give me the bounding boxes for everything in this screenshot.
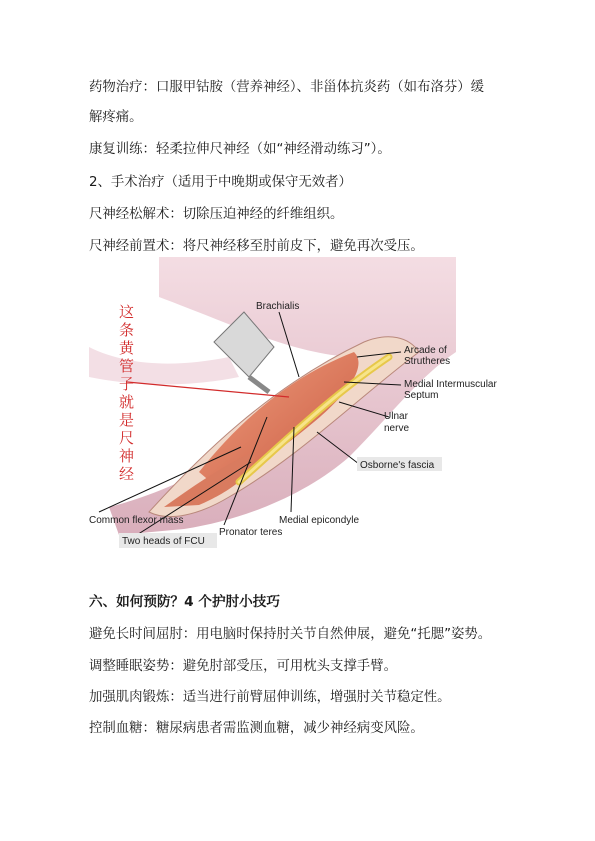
label-arcade-line2: Strutheres <box>404 356 451 367</box>
label-septum-line1: Medial Intermuscular <box>404 379 497 390</box>
red-char: 管 <box>119 357 135 375</box>
label-ulnar-line2: nerve <box>384 423 410 434</box>
label-common-flexor: Common flexor mass <box>89 515 184 526</box>
label-medial-epicondyle: Medial epicondyle <box>279 515 360 526</box>
paragraph-nerve-transposition: 尺神经前置术：将尺神经移至肘前皮下，避免再次受压。 <box>89 239 424 254</box>
red-annotation-vertical <box>119 303 135 483</box>
tip-item: 控制血糖：糖尿病患者需监测血糖，减少神经病变风险。 <box>89 721 424 736</box>
red-char: 经 <box>119 465 135 483</box>
red-char: 是 <box>119 411 135 429</box>
elbow-anatomy-illustration <box>89 257 497 554</box>
label-arcade-line1: Arcade of <box>404 345 447 356</box>
tip-item: 调整睡眠姿势：避免肘部受压，可用枕头支撑手臂。 <box>89 659 397 674</box>
red-char: 就 <box>119 393 135 411</box>
label-fcu: Two heads of FCU <box>122 536 205 547</box>
red-char: 黄 <box>119 339 135 357</box>
red-char: 子 <box>119 375 135 393</box>
section-heading-prevention: 六、如何预防？4 个护肘小技巧 <box>89 594 280 610</box>
paragraph-rehab-training: 康复训练：轻柔拉伸尺神经（如“神经滑动练习”）。 <box>89 142 391 157</box>
label-ulnar-line1: Ulnar <box>384 411 408 422</box>
label-brachialis: Brachialis <box>256 301 300 312</box>
paragraph-surgery-title: 2、手术治疗（适用于中晚期或保守无效者） <box>89 175 352 190</box>
red-char: 尺 <box>119 429 135 447</box>
label-septum-line2: Septum <box>404 390 439 401</box>
tip-item: 避免长时间屈肘：用电脑时保持肘关节自然伸展，避免“托腮”姿势。 <box>89 627 492 642</box>
paragraph-drug-therapy-line2: 解疼痛。 <box>89 110 143 125</box>
red-char: 神 <box>119 447 135 465</box>
red-char: 条 <box>119 321 135 339</box>
paragraph-drug-therapy-line1: 药物治疗：口服甲钴胺（营养神经）、非甾体抗炎药（如布洛芬）缓 <box>89 80 485 95</box>
label-osborne-fascia: Osborne's fascia <box>360 460 435 471</box>
label-pronator-teres: Pronator teres <box>219 527 283 538</box>
paragraph-nerve-release: 尺神经松解术：切除压迫神经的纤维组织。 <box>89 207 344 222</box>
red-char: 这 <box>119 303 135 321</box>
tip-item: 加强肌肉锻炼：适当进行前臂屈伸训练，增强肘关节稳定性。 <box>89 690 451 705</box>
